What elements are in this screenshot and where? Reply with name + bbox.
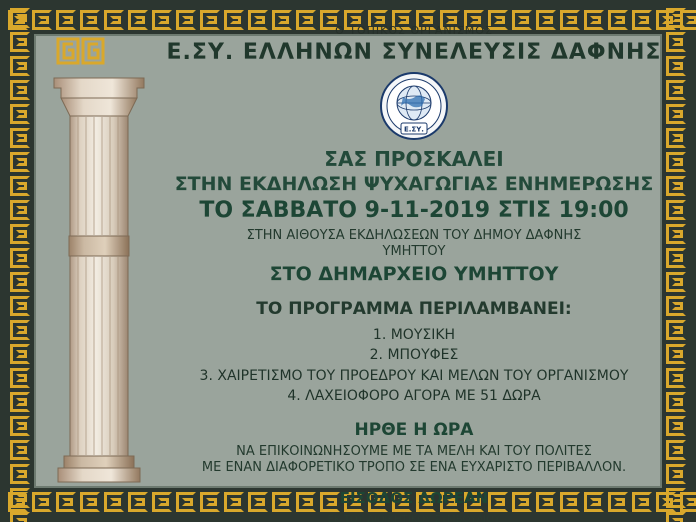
program-list — [150, 325, 678, 406]
closing-title: ΗΡΘΕ Η ΩΡΑ — [354, 420, 474, 441]
meander-key-unit — [8, 414, 32, 438]
meander-key-unit — [8, 102, 32, 126]
meander-key-unit — [8, 438, 32, 462]
poster-content — [150, 22, 678, 522]
meander-key-unit — [8, 126, 32, 150]
meander-key-unit — [78, 490, 102, 514]
program-item: 1. ΜΟΥΣΙΚΗ — [372, 327, 456, 343]
meander-border-left — [6, 6, 34, 516]
meander-key-unit — [8, 198, 32, 222]
greek-spiral-logo-icon — [56, 36, 106, 66]
meander-key-unit — [102, 8, 126, 32]
greek-column-image — [44, 72, 154, 487]
meander-key-unit — [54, 490, 78, 514]
meander-key-unit — [8, 150, 32, 174]
venue-line-1: ΣΤΗΝ ΑΙΘΟΥΣΑ ΕΚΔΗΛΩΣΕΩΝ ΤΟΥ ΔΗΜΟΥ ΔΑΦΝΗΣ — [246, 228, 582, 243]
meander-key-unit — [8, 342, 32, 366]
venue-line-2: ΥΜΗΤΤΟΥ — [382, 244, 446, 259]
event-line: ΣΤΗΝ ΕΚΔΗΛΩΣΗ ΨΥΧΑΓΩΓΙΑΣ ΕΝΗΜΕΡΩΣΗΣ — [174, 173, 654, 195]
meander-key-unit — [8, 486, 32, 510]
closing-line-1: ΝΑ ΕΠΙΚΟΙΝΩΝΗΣΟΥΜΕ ΜΕ ΤΑ ΜΕΛΗ ΚΑΙ ΤΟΥ ΠΟΛΙΤΕΣ — [236, 444, 592, 460]
invite-line: ΣΑΣ ΠΡΟΣΚΑΛΕΙ — [324, 147, 504, 171]
program-item: 2. ΜΠΟΥΦΕΣ — [369, 347, 459, 364]
meander-key-unit — [126, 490, 150, 514]
closing-line-2: ΜΕ ΕΝΑΝ ΔΙΑΦΟΡΕΤΙΚΟ ΤΡΟΠΟ ΣΕ ΕΝΑ ΕΥΧΑΡΙΣΤΟ ΠΕΡΙΒΑΛΛΟΝ. — [201, 460, 627, 476]
program-item: 3. ΧΑΙΡΕΤΙΣΜΟ ΤΟΥ ΠΡΟΕΔΡΟΥ ΚΑΙ ΜΕΛΩΝ ΤΟΥ ΟΡΓΑΝΙΣΜΟΥ — [199, 367, 629, 384]
meander-key-unit — [8, 78, 32, 102]
meander-key-unit — [8, 30, 32, 54]
meander-key-unit — [126, 8, 150, 32]
meander-key-unit — [54, 8, 78, 32]
meander-key-unit — [8, 510, 32, 522]
emblem-text: Ε.ΣΥ. — [404, 125, 424, 134]
organization-line: Ο ΤΟΠΙΚΟΣ ΟΡΓΑΝΙΣΜΟΣ — [335, 24, 493, 37]
meander-key-unit — [8, 294, 32, 318]
date-time-line: ΤΟ ΣΑΒΒΑΤΟ 9-11-2019 ΣΤΙΣ 19:00 — [199, 198, 629, 223]
meander-key-unit — [8, 54, 32, 78]
meander-key-unit — [8, 462, 32, 486]
program-title: ΤΟ ΠΡΟΓΡΑΜΜΑ ΠΕΡΙΛΑΜΒΑΝΕΙ: — [256, 299, 572, 319]
meander-key-unit — [8, 366, 32, 390]
free-entry-line: ΕΙΣΟΔΟΣ ΔΩΡΕΑΝ — [339, 489, 489, 508]
meander-key-unit — [78, 8, 102, 32]
signature-line: ΕΚ ΤΟΥ ΔΙΟΙΚΗΤΙΚΟΥ ΣΥΜΒΟΥΛΙΟΥ — [327, 514, 501, 522]
meander-key-unit — [8, 270, 32, 294]
meander-key-unit — [8, 174, 32, 198]
meander-key-unit — [8, 318, 32, 342]
venue-line-3: ΣΤΟ ΔΗΜΑΡΧΕΙΟ ΥΜΗΤΤΟΥ — [269, 263, 559, 285]
meander-key-unit — [8, 390, 32, 414]
meander-key-unit — [102, 490, 126, 514]
esy-emblem-icon — [379, 71, 449, 141]
organization-name: Ε.ΣΥ. ΕΛΛΗΝΩΝ ΣΥΝΕΛΕΥΣΙΣ ΔΑΦΝΗΣ — [166, 40, 662, 65]
program-item: 4. ΛΑΧΕΙΟΦΟΡΟ ΑΓΟΡΑ ΜΕ 51 ΔΩΡΑ — [287, 387, 541, 404]
meander-key-unit — [8, 246, 32, 270]
meander-key-unit — [8, 6, 32, 30]
meander-key-unit — [8, 222, 32, 246]
